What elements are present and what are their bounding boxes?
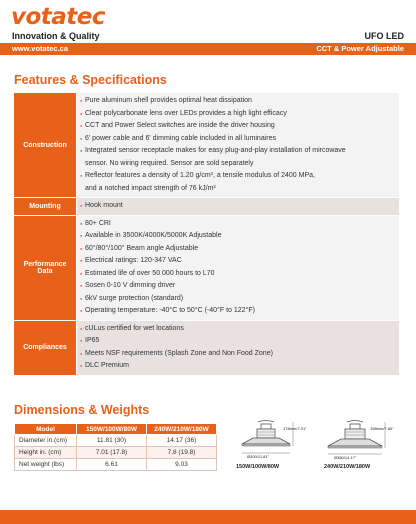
luminaire-diagram-small [233,420,313,473]
spec-label: Mounting [14,198,76,215]
spec-item: ● 80+ CRI [81,218,395,231]
diagram-caption: 240W/210W/180W [324,464,371,470]
table-header-row [15,424,217,435]
diagram-width-label: Ø300/11.81" [247,454,270,459]
spec-item: ● Reflector features a density of 1.20 g/cm³, a tensile modulus of 2400 MPa, [81,170,395,183]
table-header: Model [15,424,77,435]
spec-content [77,93,399,197]
spec-item: ● 6kV surge protection (standard) [81,293,395,306]
spec-item: ● IP65 [81,335,395,348]
spec-row-construction [14,93,399,197]
table-cell: 14.17 (36) [147,435,217,447]
table-row [15,447,217,459]
diagram-height-label: 178mm/7.01" [283,426,307,431]
spec-item: ● Sosen 0-10 V dimming driver [81,280,395,293]
spec-item: ● Available in 3500K/4000K/5000K Adjustable [81,230,395,243]
tagline: Innovation & Quality [12,31,100,41]
table-header: 150W/100W/80W [77,424,147,435]
spec-item: ● DLC Premium [81,360,395,373]
features-title: Features & Specifications [14,73,167,87]
luminaire-diagram-large [322,420,402,473]
diagram-width-label: Ø360/14.17" [334,455,357,460]
table-row [15,459,217,471]
spec-content [77,321,399,375]
brand-logo: votatec [11,4,106,30]
spec-item: ● Electrical ratings: 120-347 VAC [81,255,395,268]
website-link[interactable]: www.votatec.ca [12,44,68,53]
table-cell: 11.81 (30) [77,435,147,447]
table-cell: Net weight (lbs) [15,459,77,471]
spec-item: ● Operating temperature: -40°C to 50°C (-40°F to 122°F) [81,305,395,318]
spec-item: ● CCT and Power Select switches are inside the driver housing [81,120,395,133]
spec-item-continued: sensor. No wiring required. Sensor are sold separately [85,159,254,167]
spec-item: ● Hook mount [81,200,395,213]
spec-content [77,216,399,320]
diagram-caption: 150W/100W/80W [236,464,280,470]
table-cell: 7.8 (19.8) [147,447,217,459]
spec-item: ● Clear polycarbonate lens over LEDs provides a high light efficacy [81,108,395,121]
dimensions-table [14,423,217,471]
spec-item-continued: and a notched impact strength of 76 kJ/m² [85,184,216,192]
spec-label: Performance Data [14,216,76,320]
spec-item: ● 60°/80°/100° Beam angle Adjustable [81,243,395,256]
table-cell: Diameter in.(cm) [15,435,77,447]
spec-row-performance [14,216,399,320]
table-cell: 9.03 [147,459,217,471]
spec-item: ● Meets NSF requirements (Splash Zone and Non Food Zone) [81,348,395,361]
header-band [0,43,416,55]
spec-item: ● Integrated sensor receptacle makes for easy plug-and-play installation of mircowave [81,145,395,158]
spec-item: ● Estimated life of over 50 000 hours to L70 [81,268,395,281]
spec-item: ● cULus certified for wet locations [81,323,395,336]
footer-band [0,510,416,524]
table-row [15,435,217,447]
table-cell: Height in. (cm) [15,447,77,459]
specs-table [14,93,399,376]
diagram-height-label: 198mm/7.80" [370,426,394,431]
spec-row-compliances [14,321,399,375]
spec-item: ● 6' power cable and 6' dimming cable included in all luminaires [81,133,395,146]
header-subtitle: CCT & Power Adjustable [316,44,404,53]
table-cell: 6.61 [77,459,147,471]
product-name: UFO LED [364,31,404,41]
spec-label: Construction [14,93,76,197]
dimensions-title: Dimensions & Weights [14,403,150,417]
table-cell: 7.01 (17.8) [77,447,147,459]
spec-content [77,198,399,215]
spec-label: Compliances [14,321,76,375]
header [0,0,416,57]
table-header: 240W/210W/180W [147,424,217,435]
spec-item: ● Pure aluminum shell provides optimal heat dissipation [81,95,395,108]
spec-row-mounting [14,198,399,215]
